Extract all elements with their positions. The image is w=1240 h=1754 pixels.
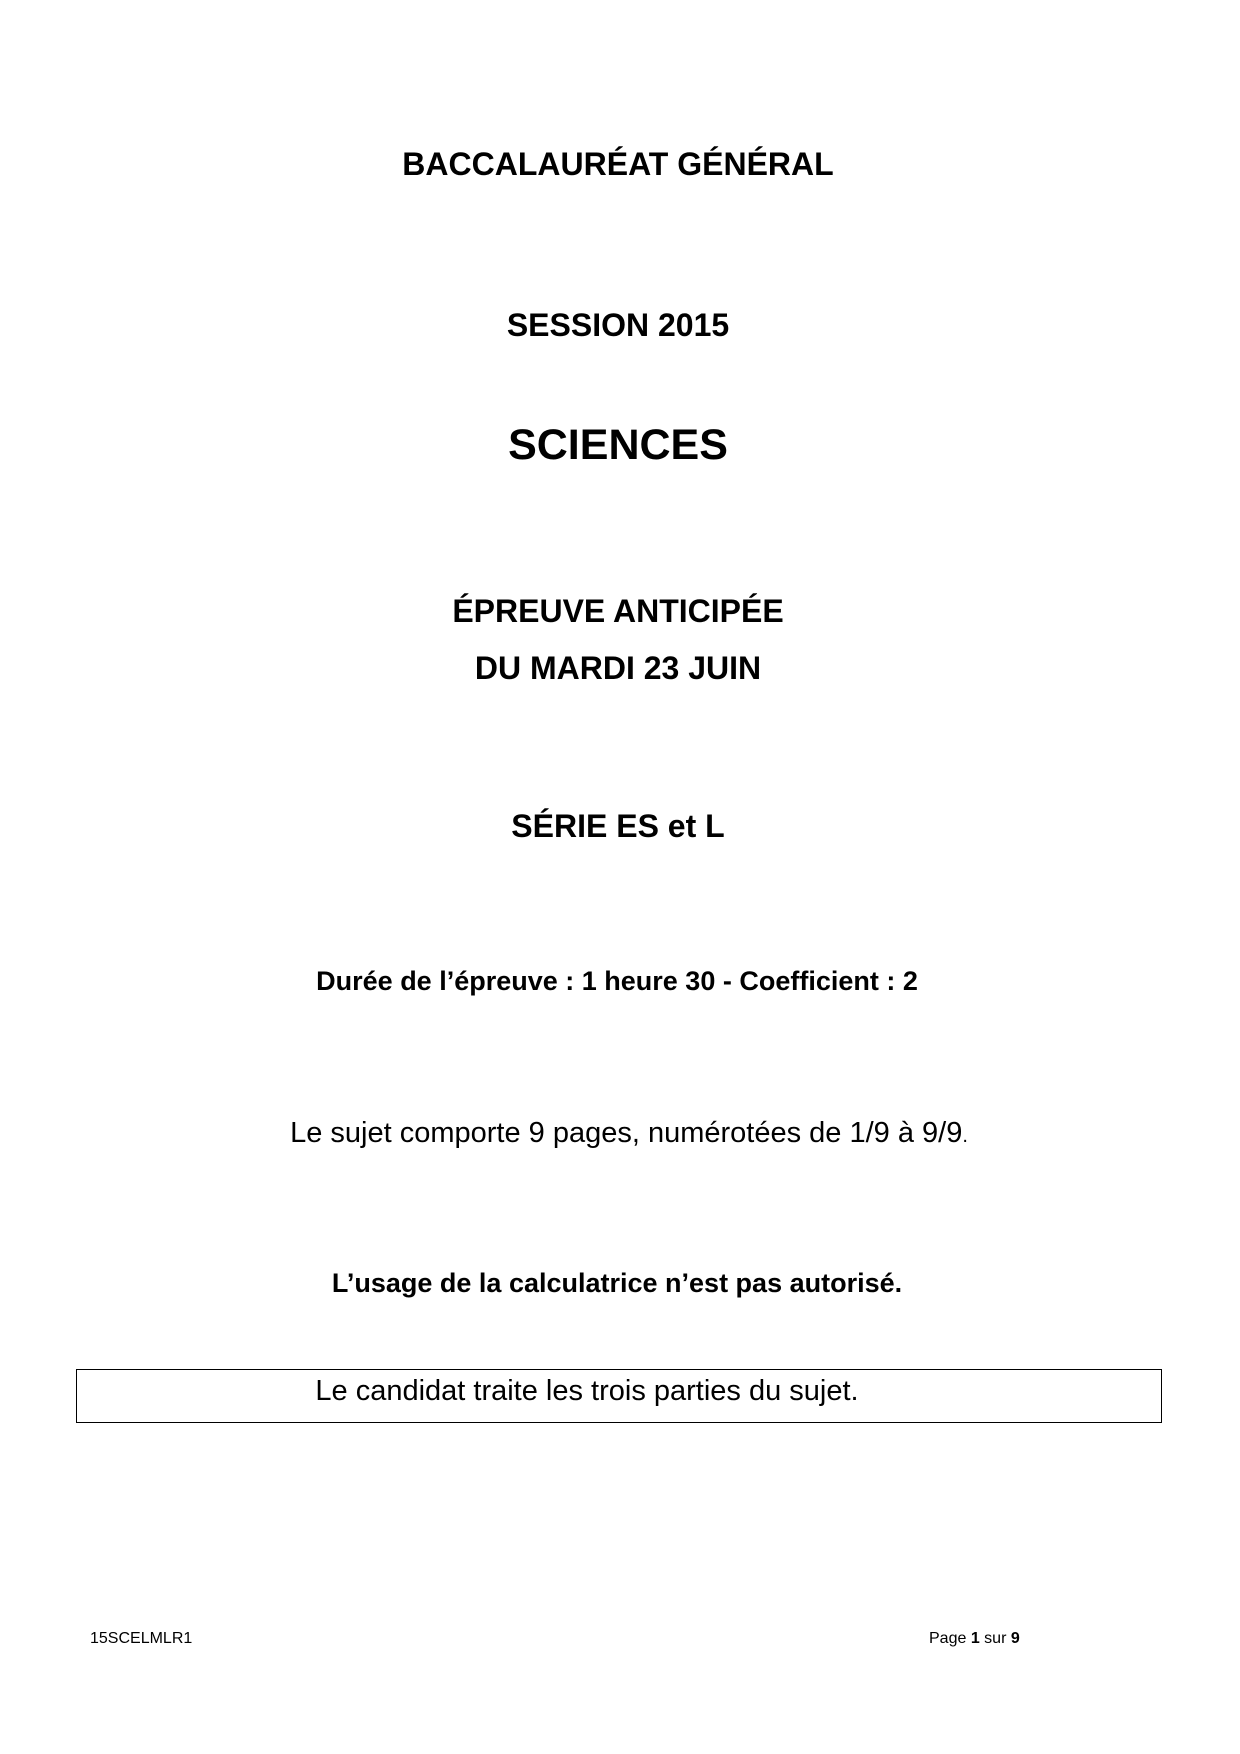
duration-coefficient: Durée de l’épreuve : 1 heure 30 - Coefficient : 2: [316, 966, 918, 996]
subject-title: SCIENCES: [508, 421, 728, 469]
footer-page-sep: sur: [979, 1630, 1011, 1647]
exam-date: DU MARDI 23 JUIN: [474, 650, 762, 686]
instruction-box: [76, 1369, 1162, 1423]
calculator-notice: L’usage de la calculatrice n’est pas autorisé.: [331, 1268, 903, 1298]
footer-page-number: [929, 1630, 1020, 1648]
epreuve-type: ÉPREUVE ANTICIPÉE: [452, 593, 784, 629]
exam-serie: SÉRIE ES et L: [511, 808, 725, 844]
footer-page-prefix: Page: [929, 1630, 971, 1647]
instruction-text: Le candidat traite les trois parties du sujet.: [315, 1375, 859, 1407]
session-year: SESSION 2015: [506, 307, 730, 343]
page-count-notice: [9, 1117, 1240, 1150]
footer-page-total: 9: [1010, 1630, 1020, 1647]
exam-title: BACCALAURÉAT GÉNÉRAL: [402, 146, 834, 182]
footer-page-current: 1: [970, 1630, 980, 1647]
footer-code: 15SCELMLR1: [90, 1630, 193, 1647]
page-count-text: Le sujet comporte 9 pages, numérotées de 1/9 à 9/9: [290, 1117, 963, 1149]
page-count-period: .: [962, 1125, 968, 1147]
